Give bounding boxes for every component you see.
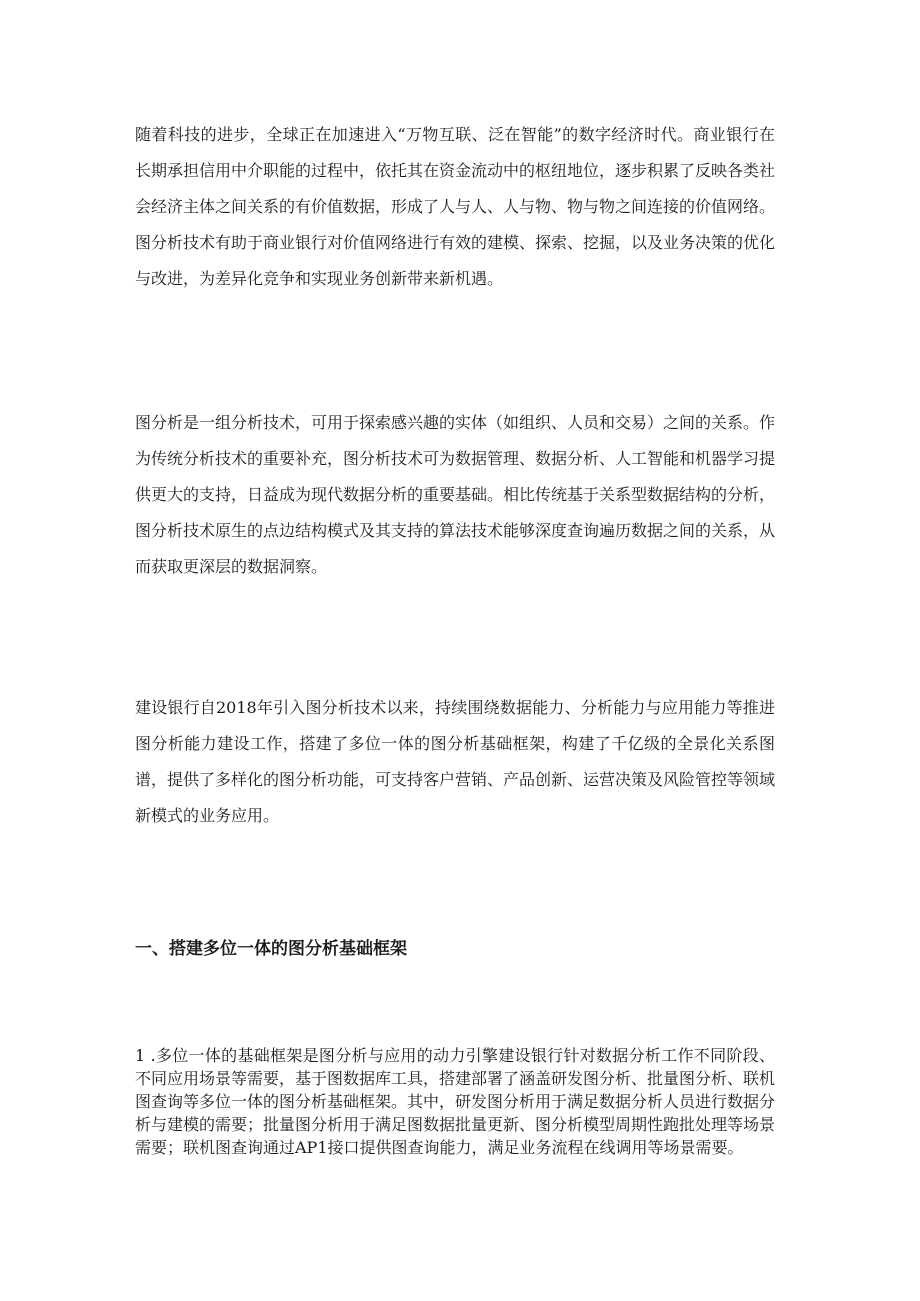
paragraph-ccb-graph-capability: 建设银行自2018年引入图分析技术以来，持续围绕数据能力、分析能力与应用能力等推进图分析能力建设工作，搭建了多位一体的图分析基础框架，构建了千亿级的全景化关系图谱，提供了多样化的图分析功能，可支持客户营销、产品创新、运营决策及风险管控等领域新模式的业务应用。 [135,698,776,825]
section-heading: 一、搭建多位一体的图分析基础框架 [135,939,407,959]
paragraph-digital-economy: 随着科技的进步，全球正在加速进入“万物互联、泛在智能”的数字经济时代。商业银行在长期承担信用中介职能的过程中，依托其在资金流动中的枢纽地位，逐步积累了反映各类社会经济主体之间关系的有价值数据，形成了人与人、人与物、物与物之间连接的价值网络。图分析技术有助于商业银行对价值网络进行有效的建模、探索、挖掘，以及业务决策的优化与改进，为差异化竞争和实现业务创新带来新机遇。 [135,125,776,288]
paragraph-graph-analysis-definition: 图分析是一组分析技术，可用于探索感兴趣的实体（如组织、人员和交易）之间的关系。作为传统分析技术的重要补充，图分析技术可为数据管理、数据分析、人工智能和机器学习提供更大的支持，日益成为现代数据分析的重要基础。相比传统基于关系型数据结构的分析，图分析技术原生的点边结构模式及其支持的算法技术能够深度查询遍历数据之间的关系，从而获取更深层的数据洞察。 [135,413,776,576]
section-body-paragraph: 1 .多位一体的基础框架是图分析与应用的动力引擎建设银行针对数据分析工作不同阶段、不同应用场景等需要，基于图数据库工具，搭建部署了涵盖研发图分析、批量图分析、联机图查询等多位一体的图分析基础框架。其中，研发图分析用于满足数据分析人员进行数据分析与建模的需要；批量图分析用于满足图数据批量更新、图分析模型周期性跑批处理等场景需要；联机图查询通过AP1接口提供图查询能力，满足业务流程在线调用等场景需要。 [135,1046,776,1157]
